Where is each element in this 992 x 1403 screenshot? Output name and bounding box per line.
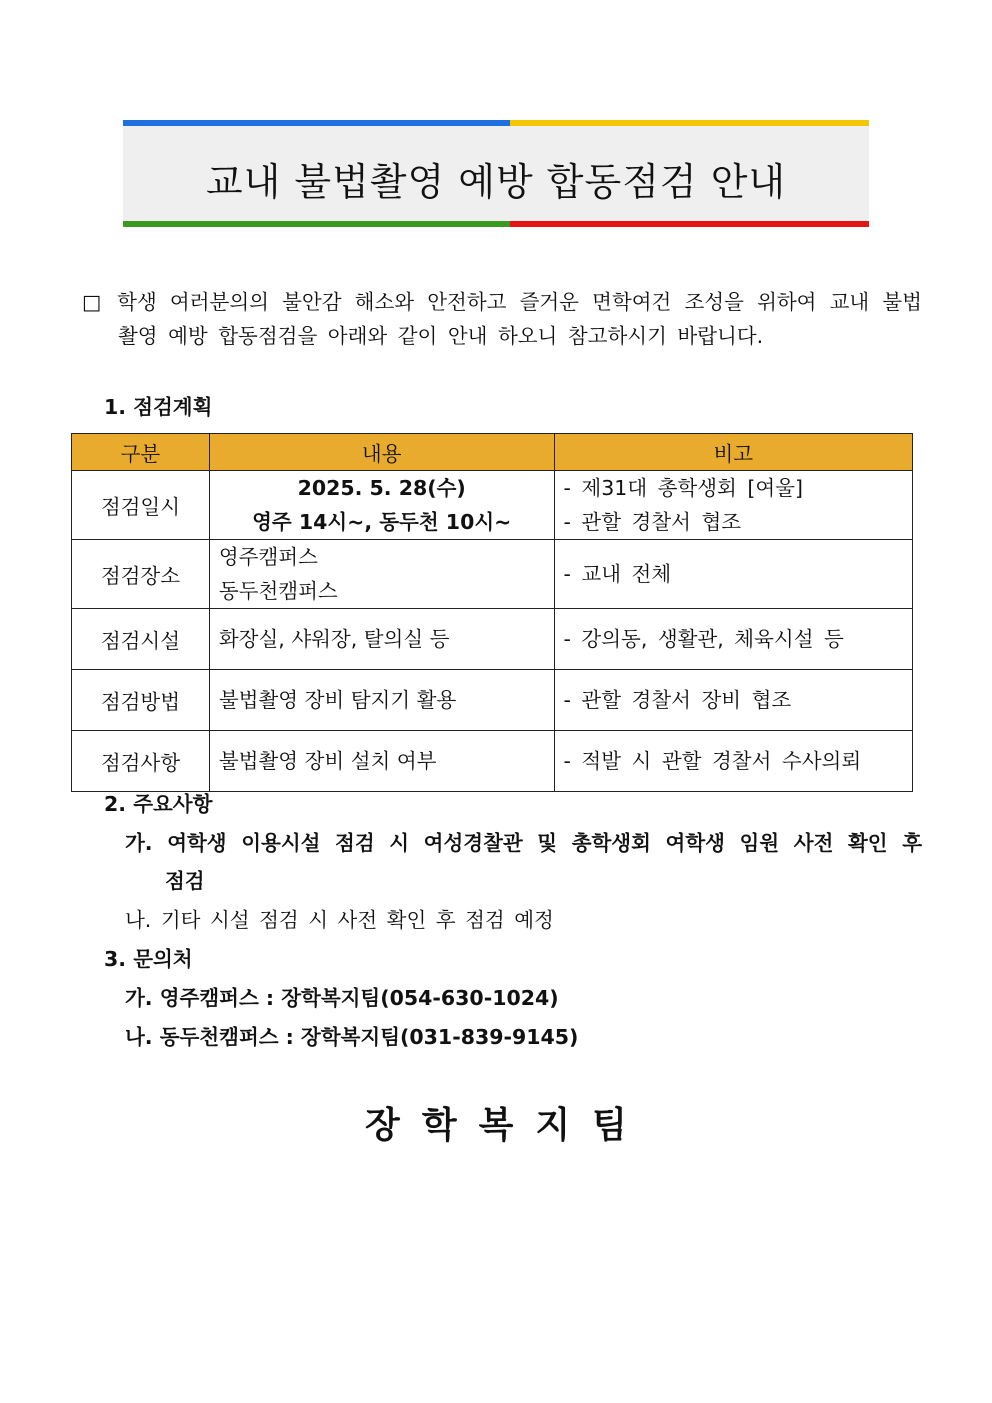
row-label: 점검사항 (72, 731, 210, 792)
issuer-footer: 장학복지팀 (365, 1105, 649, 1146)
contact-yeongju: 가. 영주캠퍼스 : 장학복지팀(054-630-1024) (125, 986, 559, 1010)
intro-line-1: □ 학생 여러분의의 불안감 해소와 안전하고 즐거운 면학여건 조성을 위하여 교내 불법 (82, 290, 922, 314)
header-category: 구분 (72, 434, 210, 471)
contact-dongducheon: 나. 동두천캠퍼스 : 장학복지팀(031-839-9145) (125, 1025, 579, 1049)
row-remarks: - 제31대 총학생회 [여울] - 관할 경찰서 협조 (554, 471, 912, 540)
row-label: 점검일시 (72, 471, 210, 540)
table-header-row (72, 434, 913, 471)
section-1-heading: 1. 점검계획 (104, 395, 213, 419)
row-remarks: - 적발 시 관할 경찰서 수사의뢰 (554, 731, 912, 792)
section-2-item-a: 가. 여학생 이용시설 점검 시 여성경찰관 및 총학생회 여학생 임원 사전 확인 후 점검 (125, 831, 922, 893)
row-label: 점검장소 (72, 540, 210, 609)
title-banner (123, 120, 869, 227)
section-2-heading: 2. 주요사항 (104, 792, 213, 816)
row-content: 2025. 5. 28(수) 영주 14시~, 동두천 10시~ (209, 471, 554, 540)
row-content: 불법촬영 장비 탐지기 활용 (209, 670, 554, 731)
section-3-heading: 3. 문의처 (104, 947, 193, 971)
table-row (72, 731, 913, 792)
row-remarks: - 관할 경찰서 장비 협조 (554, 670, 912, 731)
square-bullet-icon: □ (82, 290, 105, 314)
row-label: 점검시설 (72, 609, 210, 670)
row-remarks: - 교내 전체 (554, 540, 912, 609)
table-row (72, 471, 913, 540)
row-content: 영주캠퍼스 동두천캠퍼스 (209, 540, 554, 609)
row-remarks: - 강의동, 생활관, 체육시설 등 (554, 609, 912, 670)
page-title: 교내 불법촬영 예방 합동점검 안내 (205, 160, 787, 204)
inspection-plan-table (71, 433, 913, 792)
intro-paragraph (82, 285, 922, 353)
section-2-item-b: 나. 기타 시설 점검 시 사전 확인 후 점검 예정 (125, 908, 554, 932)
row-content: 불법촬영 장비 설치 여부 (209, 731, 554, 792)
table-row (72, 540, 913, 609)
table-row (72, 670, 913, 731)
row-content: 화장실, 샤워장, 탈의실 등 (209, 609, 554, 670)
stripe-yellow (510, 120, 869, 126)
row-label: 점검방법 (72, 670, 210, 731)
header-remarks: 비고 (554, 434, 912, 471)
intro-line-2: 촬영 예방 합동점검을 아래와 같이 안내 하오니 참고하시기 바랍니다. (118, 324, 764, 348)
stripe-blue (123, 120, 510, 126)
stripe-red (510, 221, 869, 227)
table-row (72, 609, 913, 670)
header-content: 내용 (209, 434, 554, 471)
stripe-green (123, 221, 510, 227)
